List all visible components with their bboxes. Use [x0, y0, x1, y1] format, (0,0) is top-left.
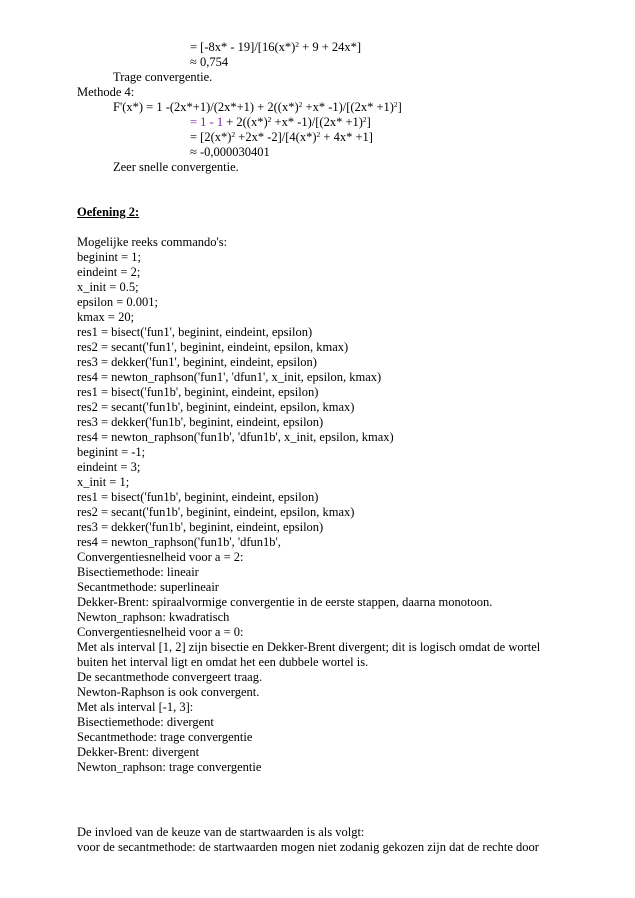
text-line: res3 = dekker('fun1', beginint, eindeint, epsilon) [77, 355, 317, 369]
text-line: res1 = bisect('fun1', beginint, eindeint, epsilon) [77, 325, 313, 339]
text-line: voor de secantmethode: de startwaarden mogen niet zodanig gekozen zijn dat de rechte door [77, 840, 539, 854]
text-line: Dekker-Brent: divergent [77, 745, 200, 759]
text-line: res2 = secant('fun1', beginint, eindeint, epsilon, kmax) [77, 340, 349, 354]
text-line: res1 = bisect('fun1b', beginint, eindeint, epsilon) [77, 490, 319, 504]
text-line: Met als interval [-1, 3]: [77, 700, 194, 714]
text-line: buiten het interval ligt en omdat het een dubbele wortel is. [77, 655, 369, 669]
text-line: Bisectiemethode: divergent [77, 715, 214, 729]
text-line: x_init = 0.5; [77, 280, 139, 294]
text-line: kmax = 20; [77, 310, 135, 324]
text-line: Newton_raphson: kwadratisch [77, 610, 230, 624]
text-line: res1 = bisect('fun1b', beginint, eindeint, epsilon) [77, 385, 319, 399]
text-line: Convergentiesnelheid voor a = 2: [77, 550, 244, 564]
approx-value-2: ≈ -0,000030401 [190, 145, 270, 159]
derivative-line-1: F'(x*) = 1 $-(2x*+1)/(2x*+1) + 2((x*)^2 +x*$ $-1)/[(2x* +1)^2]$ [113, 100, 402, 114]
text-line: res3 = dekker('fun1b', beginint, eindeint, epsilon) [77, 415, 324, 429]
text-line: Mogelijke reeks commando's: [77, 235, 228, 249]
text-line: beginint = 1; [77, 250, 141, 264]
text-line: epsilon = 0.001; [77, 295, 159, 309]
text-line: res4 = newton_raphson('fun1b', 'dfun1b', [77, 535, 281, 549]
method-4-label: Methode 4: [77, 85, 135, 99]
text-line: eindeint = 2; [77, 265, 141, 279]
text-line: Secantmethode: trage convergentie [77, 730, 253, 744]
text-line: x_init = 1; [77, 475, 130, 489]
text-line: Secantmethode: superlineair [77, 580, 219, 594]
text-line: Met als interval [1, 2] zijn bisectie en Dekker-Brent divergent; dit is logisch omdat de wortel [77, 640, 541, 654]
text-line: res4 = newton_raphson('fun1', 'dfun1', x_init, epsilon, kmax) [77, 370, 382, 384]
conclusion-1: Trage convergentie. [113, 70, 213, 84]
conclusion-2: Zeer snelle convergentie. [113, 160, 239, 174]
text-line: eindeint = 3; [77, 460, 141, 474]
approx-value-1: ≈ 0,754 [190, 55, 229, 69]
text-line: Newton-Raphson is ook convergent. [77, 685, 260, 699]
derivative-line-3: = [$2(x*)^2 +2x*$ $-2]/[4(x*)^2 + 4x* +1]$ [190, 130, 373, 144]
text-line: Bisectiemethode: lineair [77, 565, 199, 579]
text-line: res2 = secant('fun1b', beginint, eindeint, epsilon, kmax) [77, 400, 355, 414]
text-line: De invloed van de keuze van de startwaarden is als volgt: [77, 825, 365, 839]
text-line: De secantmethode convergeert traag. [77, 670, 263, 684]
text-line: res3 = dekker('fun1b', beginint, eindeint, epsilon) [77, 520, 324, 534]
text-line: beginint = -1; [77, 445, 146, 459]
section-heading: Oefening 2: [77, 205, 140, 219]
text-line: Dekker-Brent: spiraalvormige convergentie in de eerste stappen, daarna monotoon. [77, 595, 493, 609]
equation-line-1: = $[-8x* - 19]/[16(x*)^2 + 9 + 24x*]$ [190, 40, 362, 54]
text-line: Convergentiesnelheid voor a = 0: [77, 625, 244, 639]
text-line: res2 = secant('fun1b', beginint, eindeint, epsilon, kmax) [77, 505, 355, 519]
derivative-line-2: = $1 - 1 + 2((x*)^2 +x*$ $-1)/[(2x* +1)^2]$ [190, 115, 371, 129]
text-line: Newton_raphson: trage convergentie [77, 760, 262, 774]
text-line: res4 = newton_raphson('fun1b', 'dfun1b', x_init, epsilon, kmax) [77, 430, 394, 444]
